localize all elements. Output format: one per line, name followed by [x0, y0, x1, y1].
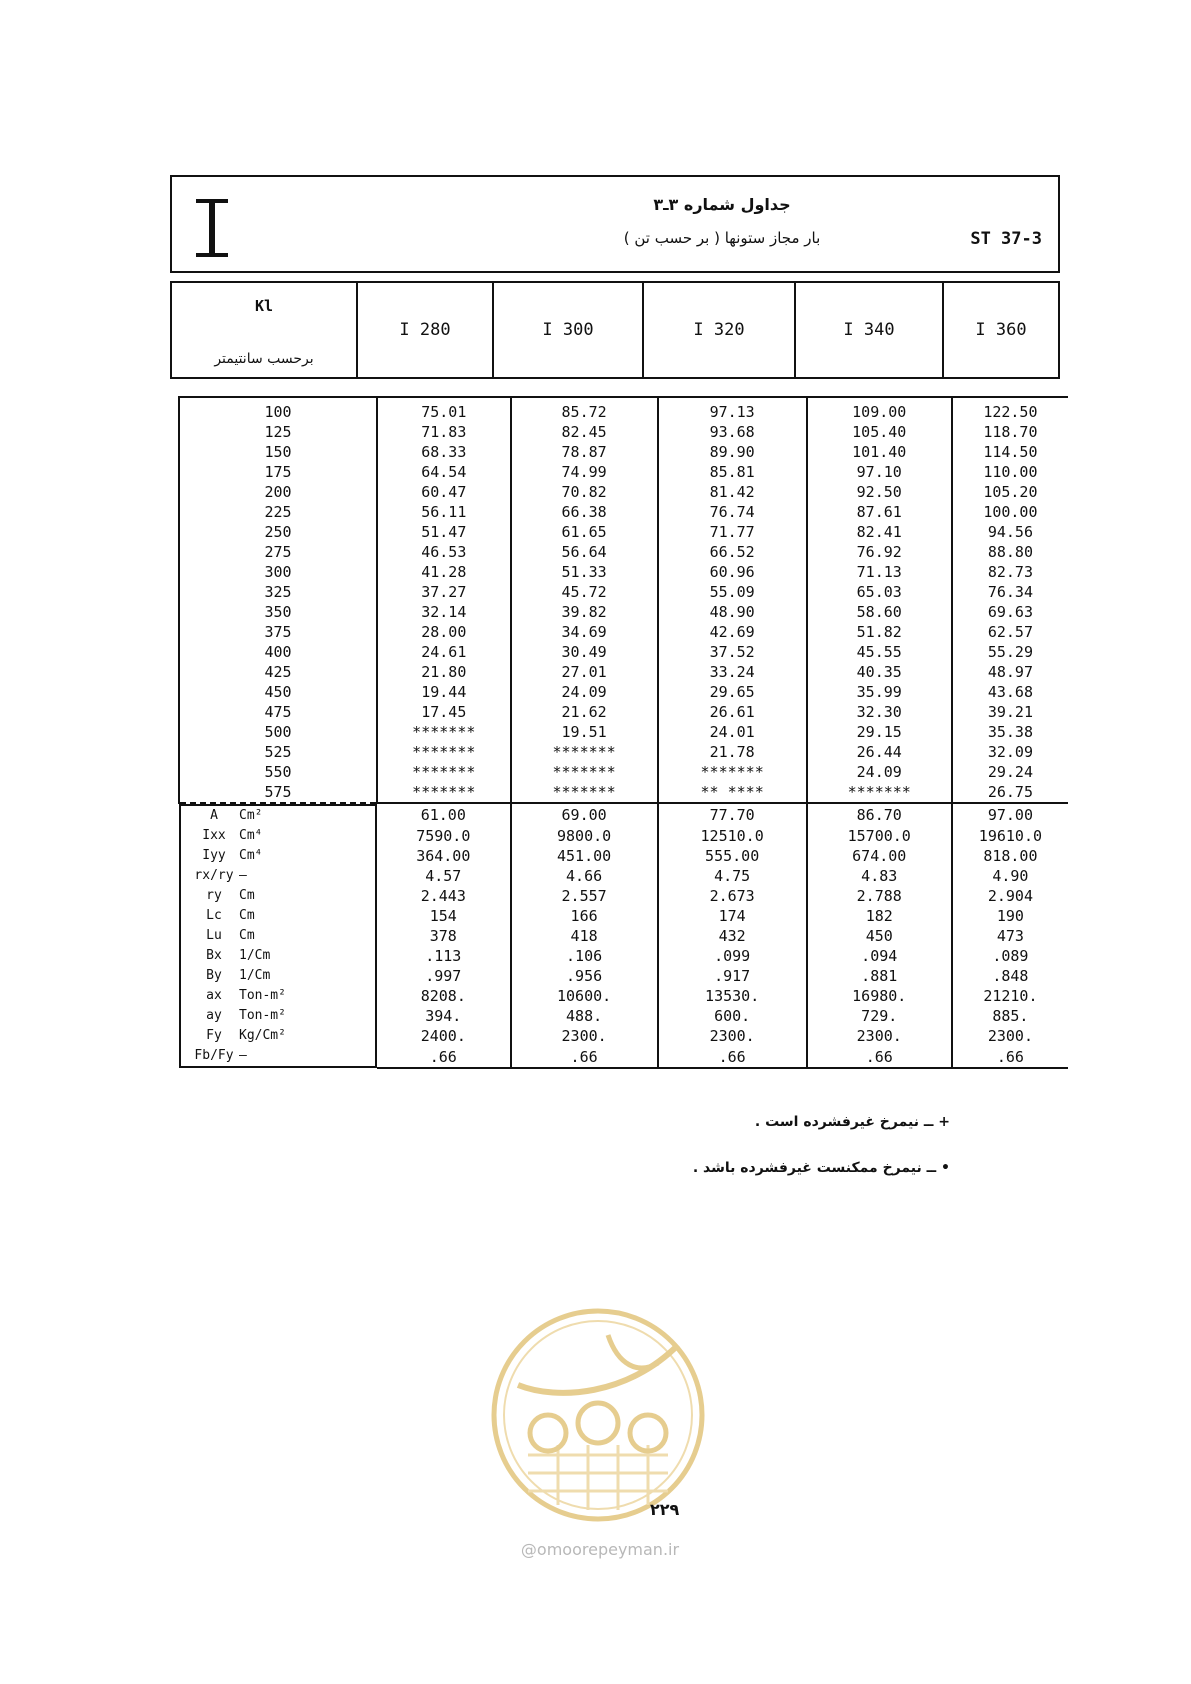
property-value: 2.557	[511, 886, 658, 906]
load-value: 21.80	[377, 662, 511, 682]
load-value: 101.40	[807, 442, 952, 462]
property-value: 4.90	[992, 867, 1029, 885]
table-row	[179, 442, 1068, 462]
page-number: ۲۲۹	[650, 1500, 680, 1519]
property-value: 818.00	[983, 847, 1038, 865]
load-value: 29.24	[987, 763, 1033, 781]
table-header-box	[170, 175, 1060, 273]
load-value: 32.14	[377, 602, 511, 622]
load-value: 82.41	[807, 522, 952, 542]
property-row	[179, 846, 1068, 866]
kl-value: 350	[179, 602, 377, 622]
property-value: 13530.	[658, 986, 807, 1006]
load-value: 17.45	[377, 702, 511, 722]
property-symbol: Lu	[206, 928, 222, 943]
property-value: 2.904	[987, 887, 1033, 905]
table-row	[179, 782, 1068, 803]
load-value: *******	[377, 722, 511, 742]
property-value: .106	[511, 946, 658, 966]
table-row	[179, 422, 1068, 442]
property-value: 12510.0	[658, 826, 807, 846]
property-value: .66	[377, 1046, 511, 1068]
property-value: .66	[511, 1046, 658, 1068]
website-watermark: @omoorepeyman.ir	[520, 1540, 680, 1559]
property-row	[179, 1026, 1068, 1046]
load-value: 76.34	[987, 583, 1033, 601]
property-label	[179, 926, 377, 946]
load-value: 48.97	[987, 663, 1033, 681]
property-value: 364.00	[377, 846, 511, 866]
load-value: 28.00	[377, 622, 511, 642]
property-unit: Cm	[239, 928, 255, 943]
kl-header	[172, 283, 358, 377]
property-value: 450	[807, 926, 952, 946]
property-value: 9800.0	[511, 826, 658, 846]
property-row	[179, 1006, 1068, 1026]
load-value: 41.28	[377, 562, 511, 582]
load-value: 82.45	[511, 422, 658, 442]
property-value: .66	[658, 1046, 807, 1068]
load-value: 66.52	[658, 542, 807, 562]
load-value: 32.09	[987, 743, 1033, 761]
kl-value: 225	[179, 502, 377, 522]
property-value: 2.673	[658, 886, 807, 906]
kl-value: 325	[179, 582, 377, 602]
property-value: 2300.	[658, 1026, 807, 1046]
property-value: 154	[377, 906, 511, 926]
property-symbol: Fb/Fy	[194, 1048, 234, 1063]
property-value: .094	[807, 946, 952, 966]
load-value: 24.09	[511, 682, 658, 702]
note-noncompact: + ــ نیمرخ غیرفشرده است .	[754, 1114, 950, 1130]
load-value: 68.33	[377, 442, 511, 462]
load-value: 51.33	[511, 562, 658, 582]
load-value: *******	[511, 782, 658, 803]
table-row	[179, 502, 1068, 522]
table-row	[179, 542, 1068, 562]
property-symbol: A	[210, 808, 218, 823]
load-value: 87.61	[807, 502, 952, 522]
load-value: 55.09	[658, 582, 807, 602]
property-unit: Cm	[239, 888, 255, 903]
load-value: 89.90	[658, 442, 807, 462]
property-row	[179, 803, 1068, 826]
kl-value: 100	[179, 398, 377, 422]
load-value: 45.55	[807, 642, 952, 662]
property-value: 555.00	[658, 846, 807, 866]
property-value: 61.00	[377, 803, 511, 826]
property-value: 674.00	[807, 846, 952, 866]
load-value: 74.99	[511, 462, 658, 482]
load-value: 65.03	[807, 582, 952, 602]
load-value: 114.50	[983, 443, 1038, 461]
property-rows	[179, 803, 1068, 1068]
property-label	[179, 804, 377, 826]
property-value: 378	[377, 926, 511, 946]
table-title: جداول شماره ۳ـ۳	[653, 195, 791, 214]
property-value: .099	[658, 946, 807, 966]
section-header: I 360	[975, 320, 1027, 340]
property-value: 451.00	[511, 846, 658, 866]
property-value: .113	[377, 946, 511, 966]
load-value: 24.01	[658, 722, 807, 742]
load-value: 92.50	[807, 482, 952, 502]
property-symbol: Iyy	[202, 848, 226, 863]
load-value: 40.35	[807, 662, 952, 682]
table-row	[179, 642, 1068, 662]
load-value: 26.61	[658, 702, 807, 722]
load-value: 97.10	[807, 462, 952, 482]
property-value: 2300.	[807, 1026, 952, 1046]
table-row	[179, 662, 1068, 682]
property-value: 473	[996, 927, 1024, 945]
property-unit: Cm²	[239, 808, 263, 823]
load-value: 71.13	[807, 562, 952, 582]
property-row	[179, 966, 1068, 986]
load-value: 26.44	[807, 742, 952, 762]
property-unit: —	[239, 868, 247, 883]
load-value: 78.87	[511, 442, 658, 462]
property-unit: 1/Cm	[239, 968, 271, 983]
load-value: 105.20	[983, 483, 1038, 501]
kl-value: 475	[179, 702, 377, 722]
property-value: 2.443	[377, 886, 511, 906]
property-value: .089	[992, 947, 1029, 965]
property-value: 174	[658, 906, 807, 926]
property-label	[179, 886, 377, 906]
load-value: 21.62	[511, 702, 658, 722]
table-row	[179, 702, 1068, 722]
kl-value: 275	[179, 542, 377, 562]
property-value: 729.	[807, 1006, 952, 1026]
kl-value: 450	[179, 682, 377, 702]
property-unit: 1/Cm	[239, 948, 271, 963]
property-value: 2300.	[511, 1026, 658, 1046]
load-value: 70.82	[511, 482, 658, 502]
load-value: 76.74	[658, 502, 807, 522]
property-symbol: rx/ry	[194, 868, 234, 883]
property-value: 19610.0	[978, 827, 1043, 845]
property-value: 2.788	[807, 886, 952, 906]
kl-value: 300	[179, 562, 377, 582]
load-value: 39.21	[987, 703, 1033, 721]
property-row	[179, 926, 1068, 946]
load-value: 37.27	[377, 582, 511, 602]
property-label	[179, 966, 377, 986]
property-row	[179, 826, 1068, 846]
load-value: 51.82	[807, 622, 952, 642]
property-value: 190	[996, 907, 1024, 925]
table-row	[179, 602, 1068, 622]
property-symbol: Lc	[206, 908, 222, 923]
load-value: 61.65	[511, 522, 658, 542]
load-value: 66.38	[511, 502, 658, 522]
table-row	[179, 762, 1068, 782]
property-row	[179, 946, 1068, 966]
property-label	[179, 986, 377, 1006]
property-value: 69.00	[511, 803, 658, 826]
section-header: I 320	[644, 283, 796, 377]
kl-value: 525	[179, 742, 377, 762]
load-value: 75.01	[377, 398, 511, 422]
load-value: 56.64	[511, 542, 658, 562]
load-value: 29.15	[807, 722, 952, 742]
property-unit: Cm⁴	[239, 828, 263, 843]
kl-value: 125	[179, 422, 377, 442]
load-value: 60.47	[377, 482, 511, 502]
property-value: .66	[807, 1046, 952, 1068]
property-unit: Ton-m²	[239, 1008, 286, 1023]
property-row	[179, 886, 1068, 906]
load-value: 32.30	[807, 702, 952, 722]
property-label	[179, 906, 377, 926]
load-value: 19.51	[511, 722, 658, 742]
property-value: .881	[807, 966, 952, 986]
watermark-logo	[488, 1305, 708, 1525]
property-value: 166	[511, 906, 658, 926]
table-row	[179, 582, 1068, 602]
property-value: 600.	[658, 1006, 807, 1026]
load-value: *******	[511, 762, 658, 782]
load-value: 33.24	[658, 662, 807, 682]
load-value: 81.42	[658, 482, 807, 502]
load-value: 26.75	[952, 782, 1068, 803]
property-label	[179, 866, 377, 886]
table-subtitle: بار مجاز ستونها ( بر حسب تن )	[623, 229, 821, 247]
kl-value: 550	[179, 762, 377, 782]
load-value: 88.80	[987, 543, 1033, 561]
property-symbol: Fy	[206, 1028, 222, 1043]
load-value: *******	[377, 782, 511, 803]
property-symbol: By	[206, 968, 222, 983]
kl-value: 375	[179, 622, 377, 642]
property-row	[179, 866, 1068, 886]
kl-value: 150	[179, 442, 377, 462]
table-row	[179, 622, 1068, 642]
load-value: 27.01	[511, 662, 658, 682]
load-value: *******	[377, 762, 511, 782]
property-unit: Cm⁴	[239, 848, 263, 863]
note-maybe-noncompact: • ــ نیمرخ ممکنست غیرفشرده باشد .	[692, 1160, 950, 1176]
load-value: ** ****	[658, 782, 807, 803]
load-value: *******	[511, 742, 658, 762]
table-row	[179, 742, 1068, 762]
property-value: 77.70	[658, 803, 807, 826]
load-value: 76.92	[807, 542, 952, 562]
property-value: 7590.0	[377, 826, 511, 846]
load-value: 48.90	[658, 602, 807, 622]
property-value: 4.57	[377, 866, 511, 886]
load-value: 55.29	[987, 643, 1033, 661]
load-value: 56.11	[377, 502, 511, 522]
table-row	[179, 398, 1068, 422]
load-value: 60.96	[658, 562, 807, 582]
property-value: 10600.	[511, 986, 658, 1006]
load-value: 64.54	[377, 462, 511, 482]
property-label	[179, 946, 377, 966]
property-label	[179, 826, 377, 846]
load-value: 93.68	[658, 422, 807, 442]
load-value: 35.99	[807, 682, 952, 702]
property-value: 418	[511, 926, 658, 946]
load-value: 42.69	[658, 622, 807, 642]
property-value: 4.83	[807, 866, 952, 886]
property-unit: Kg/Cm²	[239, 1028, 286, 1043]
property-value: 97.00	[952, 803, 1068, 826]
kl-value: 250	[179, 522, 377, 542]
property-symbol: ry	[206, 888, 222, 903]
load-value: 46.53	[377, 542, 511, 562]
table-row	[179, 562, 1068, 582]
steel-grade: ST 37-3	[970, 229, 1042, 249]
load-value: 29.65	[658, 682, 807, 702]
property-symbol: ax	[206, 988, 222, 1003]
property-label	[179, 1026, 377, 1046]
load-value: 24.09	[807, 762, 952, 782]
property-label	[179, 1046, 377, 1068]
table-row	[179, 722, 1068, 742]
kl-value: 200	[179, 482, 377, 502]
load-value: 58.60	[807, 602, 952, 622]
kl-value: 400	[179, 642, 377, 662]
load-value: 37.52	[658, 642, 807, 662]
kl-label: Kl	[254, 297, 274, 315]
property-symbol: ay	[206, 1008, 222, 1023]
property-value: .848	[992, 967, 1029, 985]
property-value: 86.70	[807, 803, 952, 826]
property-value: 885.	[992, 1007, 1029, 1025]
property-value: 2400.	[377, 1026, 511, 1046]
property-value: .997	[377, 966, 511, 986]
load-value: 21.78	[658, 742, 807, 762]
table-row	[179, 462, 1068, 482]
load-value: 39.82	[511, 602, 658, 622]
load-value: 109.00	[807, 398, 952, 422]
allowable-load-table	[178, 398, 1068, 1069]
load-rows	[179, 398, 1068, 803]
load-value: 71.77	[658, 522, 807, 542]
property-value: .956	[511, 966, 658, 986]
property-value: 2300.	[987, 1027, 1033, 1045]
kl-value: 575	[179, 782, 377, 803]
column-header-row	[170, 281, 1060, 379]
i-beam-icon	[192, 197, 232, 259]
load-value: 35.38	[987, 723, 1033, 741]
section-header: I 300	[494, 283, 644, 377]
load-value: 85.72	[511, 398, 658, 422]
load-value: 43.68	[987, 683, 1033, 701]
property-value: 432	[658, 926, 807, 946]
property-label	[179, 1006, 377, 1026]
load-value: 51.47	[377, 522, 511, 542]
section-header: I 280	[358, 283, 494, 377]
load-value: *******	[807, 782, 952, 803]
property-value: 4.75	[658, 866, 807, 886]
property-value: 8208.	[377, 986, 511, 1006]
property-unit: —	[239, 1048, 247, 1063]
property-unit: Cm	[239, 908, 255, 923]
load-value: 97.13	[658, 398, 807, 422]
section-header: I 340	[796, 283, 944, 377]
property-value: .917	[658, 966, 807, 986]
load-value: 85.81	[658, 462, 807, 482]
load-value: *******	[658, 762, 807, 782]
load-value: 71.83	[377, 422, 511, 442]
property-row	[179, 986, 1068, 1006]
load-value: 110.00	[983, 463, 1038, 481]
load-value: 82.73	[987, 563, 1033, 581]
property-value: 394.	[377, 1006, 511, 1026]
load-value: 30.49	[511, 642, 658, 662]
load-value: 69.63	[987, 603, 1033, 621]
property-value: 182	[807, 906, 952, 926]
property-value: 21210.	[983, 987, 1038, 1005]
table-row	[179, 682, 1068, 702]
table-row	[179, 522, 1068, 542]
property-symbol: Bx	[206, 948, 222, 963]
load-value: *******	[377, 742, 511, 762]
load-value: 19.44	[377, 682, 511, 702]
property-symbol: Ixx	[202, 828, 226, 843]
property-row	[179, 1046, 1068, 1068]
load-value: 45.72	[511, 582, 658, 602]
load-value: 94.56	[987, 523, 1033, 541]
property-value: 488.	[511, 1006, 658, 1026]
property-value: .66	[952, 1046, 1068, 1068]
property-label	[179, 846, 377, 866]
load-value: 24.61	[377, 642, 511, 662]
load-value: 122.50	[983, 403, 1038, 421]
load-value: 105.40	[807, 422, 952, 442]
load-value: 118.70	[983, 423, 1038, 441]
property-value: 16980.	[807, 986, 952, 1006]
property-row	[179, 906, 1068, 926]
load-value: 100.00	[983, 503, 1038, 521]
load-value: 34.69	[511, 622, 658, 642]
kl-unit: برحسب سانتیمتر	[214, 351, 314, 367]
kl-value: 425	[179, 662, 377, 682]
kl-value: 175	[179, 462, 377, 482]
kl-value: 500	[179, 722, 377, 742]
load-value: 62.57	[987, 623, 1033, 641]
table-row	[179, 482, 1068, 502]
property-value: 4.66	[511, 866, 658, 886]
property-value: 15700.0	[807, 826, 952, 846]
property-unit: Ton-m²	[239, 988, 286, 1003]
